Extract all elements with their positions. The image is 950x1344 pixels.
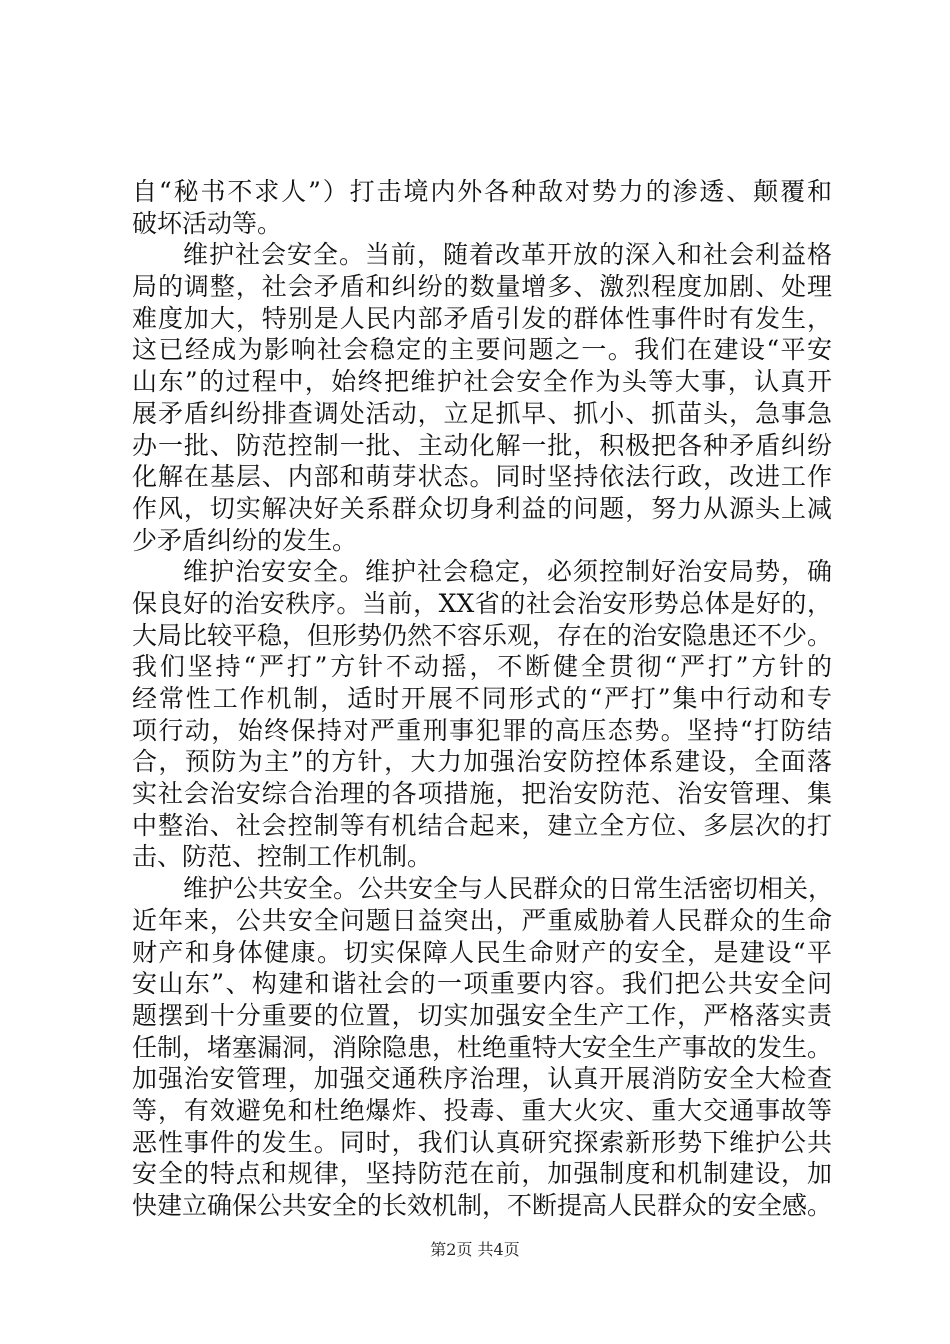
text-line: 维护治安安全。维护社会稳定，必须控制好治安局势，确 [183,557,832,587]
text-line: 合，预防为主”的方针，大力加强治安防控体系建设，全面落 [132,747,832,777]
text-line: 维护公共安全。公共安全与人民群众的日常生活密切相关， [183,874,834,904]
text-line: 山东”的过程中，始终把维护社会安全作为头等大事，认真开 [132,367,832,397]
text-line: 安全的特点和规律，坚持防范在前，加强制度和机制建设，加 [132,1159,832,1189]
text-line: 维护社会安全。当前，随着改革开放的深入和社会利益格 [183,240,832,270]
text-line: 我们坚持“严打”方针不动摇，不断健全贯彻“严打”方针的 [132,652,832,682]
page-footer: 第2页 共4页 [430,1240,520,1259]
text-line: 快建立确保公共安全的长效机制，不断提高人民群众的安全感。 [132,1191,833,1220]
text-line: 少矛盾纠纷的发生。 [132,525,358,555]
text-line: 财产和身体健康。切实保障人民生命财产的安全，是建设“平 [132,937,832,967]
text-line: 化解在基层、内部和萌芽状态。同时坚持依法行政，改进工作 [132,462,832,492]
text-line: 大局比较平稳，但形势仍然不容乐观，存在的治安隐患还不少。 [132,620,833,650]
text-line: 展矛盾纠纷排查调处活动，立足抓早、抓小、抓苗头，急事急 [132,398,832,428]
text-line: 题摆到十分重要的位置，切实加强安全生产工作，严格落实责 [132,1000,832,1030]
text-line: 项行动，始终保持对严重刑事犯罪的高压态势。坚持“打防结 [132,715,832,745]
text-line: 近年来，公共安全问题日益突出，严重威胁着人民群众的生命 [132,905,832,935]
text-line: 加强治安管理，加强交通秩序治理，认真开展消防安全大检查 [132,1064,832,1094]
text-line: 自“秘书不求人”）打击境内外各种敌对势力的渗透、颠覆和 [132,177,832,206]
document-body [132,176,832,1222]
text-line: 作风，切实解决好关系群众切身利益的问题，努力从源头上减 [132,493,832,523]
text-line: 办一批、防范控制一批、主动化解一批，积极把各种矛盾纠纷 [132,430,832,460]
text-line: 击、防范、控制工作机制。 [132,842,433,872]
text-line: 这已经成为影响社会稳定的主要问题之一。我们在建设“平安 [132,335,832,365]
text-line: 恶性事件的发生。同时，我们认真研究探索新形势下维护公共 [132,1127,832,1157]
text-line: 安山东”、构建和谐社会的一项重要内容。我们把公共安全问 [132,969,832,999]
text-line: 保良好的治安秩序。当前，XX省的社会治安形势总体是好的， [132,588,832,618]
text-line: 实社会治安综合治理的各项措施，把治安防范、治安管理、集 [132,779,832,809]
text-line: 任制，堵塞漏洞，消除隐患，杜绝重特大安全生产事故的发生。 [132,1032,833,1062]
text-line: 破坏活动等。 [132,208,283,238]
text-line: 局的调整，社会矛盾和纠纷的数量增多、激烈程度加剧、处理 [132,272,832,302]
text-line: 难度加大，特别是人民内部矛盾引发的群体性事件时有发生， [132,303,832,333]
text-line: 等，有效避免和杜绝爆炸、投毒、重大火灾、重大交通事故等 [132,1095,832,1125]
text-line: 经常性工作机制，适时开展不同形式的“严打”集中行动和专 [132,684,832,713]
text-line: 中整治、社会控制等有机结合起来，建立全方位、多层次的打 [132,810,832,840]
